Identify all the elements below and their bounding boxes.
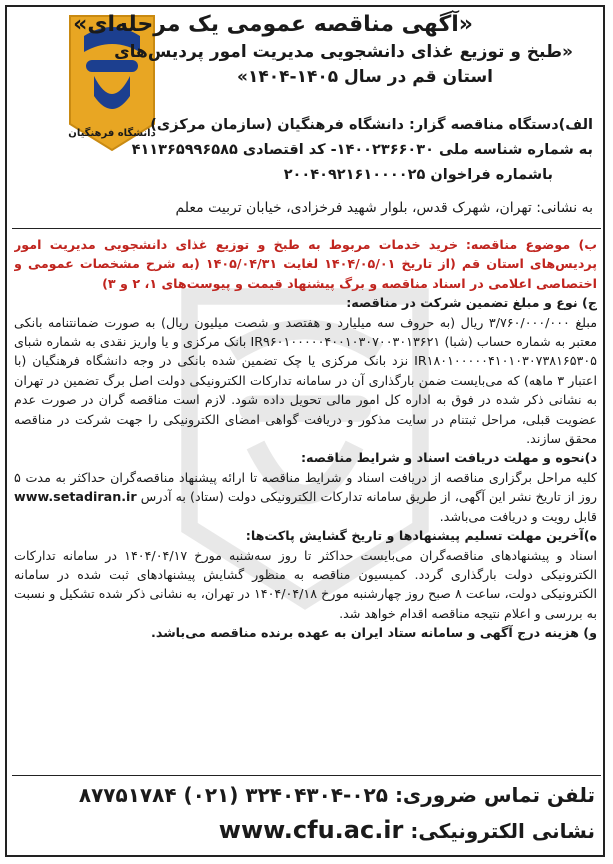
notice-title: «آگهی مناقصه عمومی یک مرحله‌ای» [73,12,473,37]
national-id-line: به شماره شناسه ملی ۱۴۰۰۲۳۶۶۰۳۰- کد اقتصادی ۴۱۱۳۶۵۹۹۶۵۸۵ [131,142,593,158]
logo-caption: دانشگاه فرهنگیان [68,128,156,139]
section-d-label: د)نحوه و مهلت دریافت اسناد و شرایط مناقصه: [300,450,597,466]
phone-label: تلفن تماس ضروری: [394,783,595,807]
notice-subtitle-line1: «طبخ و توزیع غذای دانشجویی مدیریت امور پردیس‌های [114,42,573,62]
phone-value: ۰۲۵-۳۲۴۰۴۳۰۴ (۰۲۱) ۸۷۷۵۱۷۸۴ [78,783,388,807]
contact-phone-row [79,783,595,807]
notice-body [14,235,597,763]
call-number-line: باشماره فراخوان ۲۰۰۴۰۹۲۱۶۱۰۰۰۰۲۵ [283,167,553,183]
section-f-text: و) هزینه درج آگهی و سامانه ستاد ایران به عهده برنده مناقصه می‌باشد. [151,625,597,641]
organizer-line: الف)دستگاه مناقصه گزار: دانشگاه فرهنگیان (سازمان مرکزی) [150,117,593,133]
section-e-label: ه)آخرین مهلت تسلیم پیشنهادها و تاریخ گشایش پاکت‌ها: [245,528,597,544]
website-link[interactable]: www.cfu.ac.ir [218,816,404,844]
section-d-text: کلیه مراحل برگزاری مناقصه از دریافت اسناد و شرایط مناقصه تا ارائه پیشنهاد مناقصه‌گران حداکثر به مدت ۵ روز از تاریخ نشر این آگهی، از طریق سامانه تدارکات الکترونیکی دولت (ستاد) به آدرس [14,469,597,505]
notice-subtitle-line2: استان قم در سال ۱۴۰۵-۱۴۰۴» [237,67,493,87]
section-c-label: ج) نوع و مبلغ تضمین شرکت در مناقصه: [346,295,597,311]
setad-url-link[interactable]: www.setadiran.ir [14,489,137,505]
section-b-text: خرید خدمات مربوط به طبخ و توزیع غذای دانشجویی مدیریت امور پردیس‌های استان قم (از تاریخ ۱۴۰۴/۰۵/۰۱ لغایت ۱۴۰۵/۰۴/۳۱ (به شرح مشخصات عمومی و اختصاصی اعلامی در اسناد مناقصه و برگ پیشنهاد قیمت و پیوست‌های ۱، ۲ و ۳) [14,237,597,291]
section-c-text: مبلغ ۳/۷۶۰/۰۰۰/۰۰۰ ریال (به حروف سه میلیارد و هفتصد و شصت میلیون ریال) به صورت ضمانتنامه بانکی معتبر به شماره حساب (شبا) IR۹۶۰۱۰۰۰۰۰۴۰۰۱۰۳۰۷۰۰۳۰۱۳۶۲۱ بانک مرکزی و یا واریز نقدی به شماره شبای IR۱۸۰۱۰۰۰۰۰۴۱۰۱۰۳۰۷۳۸۱۶۵۳۰۵ نزد بانک مرکزی یا چک تضمین شده بانکی در وجه دانشگاه فرهنگیان (با اعتبار ۳ ماهه) که می‌بایست ضمن بارگذاری آن در سامانه تدارکات الکترونیکی دولت اصل برگ تضمین در تهران به نشانی ذکر شده در فوق به اداره کل امور مالی تحویل داده شود. لازم است مناقصه گران در صورت عدم عضویت قبلی، مراحل ثبتنام در سایت مذکور و دریافت گواهی امضای الکترونیکی را جهت شرکت در مناقصه محقق سازند. [14,314,597,447]
section-d-tail: قابل رویت و دریافت می‌باشد. [439,508,597,524]
organizer-address: به نشانی: تهران، شهرک قدس، بلوار شهید فرخزادی، خیابان تربیت معلم [175,200,593,216]
section-b-label: ب) موضوع مناقصه: [465,237,597,252]
section-e-text: اسناد و پیشنهادهای مناقصه‌گران می‌بایست حداکثر تا روز سه‌شنبه مورخ ۱۴۰۴/۰۴/۱۷ در سامانه تدارکات الکترونیکی دولت بارگذاری گردد. کمیسیون مناقصه به منظور گشایش پیشنهادهای ثبت شده در سامانه الکترونیکی دولت، ساعت ۸ صبح روز چهارشنبه مورخ ۱۴۰۴/۰۴/۱۸ در تهران، به نشانی ذکر شده تشکیل و نسبت به بررسی و اعلام نتیجه مناقصه اقدام خواهد شد. [14,547,597,621]
footer-divider [12,775,601,776]
website-row [219,816,595,844]
divider [12,228,601,229]
website-label: نشانی الکترونیکی: [410,819,595,843]
